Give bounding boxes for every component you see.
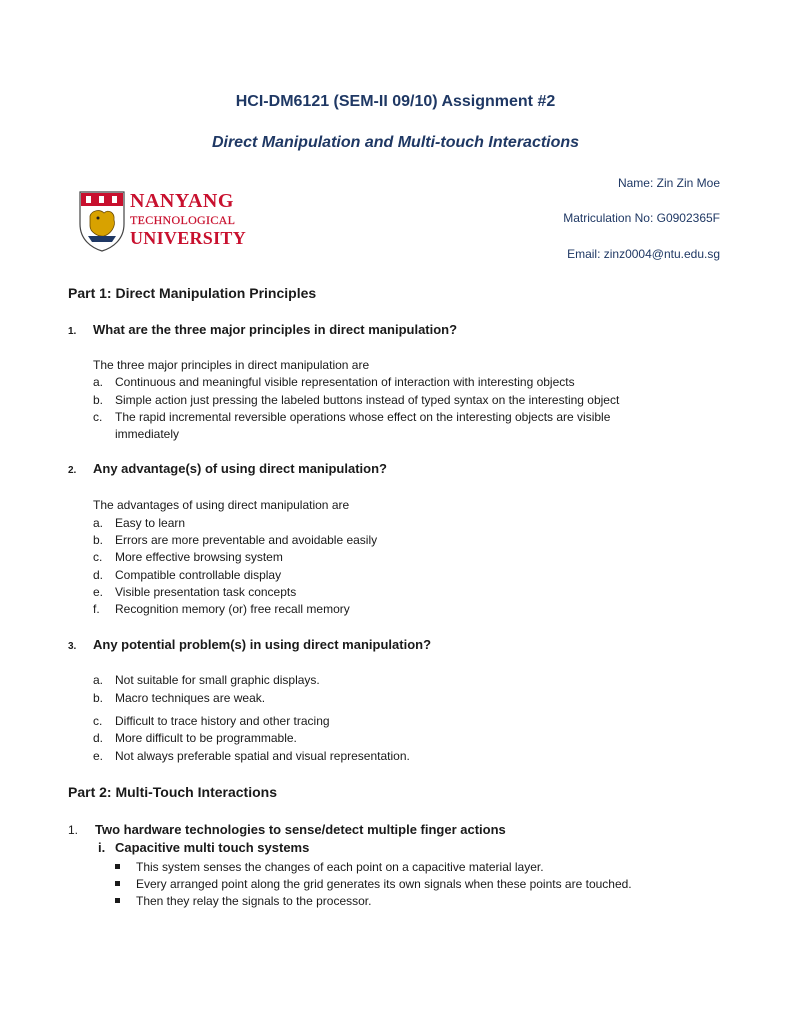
bullet-item: Every arranged point along the grid generates its own signals when these points are touched. xyxy=(115,877,632,891)
question-text: Two hardware technologies to sense/detect multiple finger actions xyxy=(95,822,506,837)
ntu-logo xyxy=(78,190,248,252)
student-email: Email: zinz0004@ntu.edu.sg xyxy=(567,247,720,261)
list-item: a. Not suitable for small graphic displays. xyxy=(93,673,320,687)
part1-question-3 xyxy=(68,637,431,652)
list-item: e. Not always preferable spatial and visual representation. xyxy=(93,749,410,763)
list-item: c. More effective browsing system xyxy=(93,550,283,564)
part1-question-1 xyxy=(68,322,457,337)
list-item: b. Errors are more preventable and avoidable easily xyxy=(93,533,378,547)
q1-intro: The three major principles in direct manipulation are xyxy=(93,358,370,372)
list-item: f. Recognition memory (or) free recall memory xyxy=(93,602,350,616)
list-item: a. Continuous and meaningful visible representation of interaction with interesting objects xyxy=(93,375,575,389)
list-item: a. Easy to learn xyxy=(93,516,186,530)
part1-heading: Part 1: Direct Manipulation Principles xyxy=(68,285,317,301)
question-text: What are the three major principles in direct manipulation? xyxy=(93,322,458,337)
list-item: c. Difficult to trace history and other tracing xyxy=(93,714,330,728)
list-item: d. Compatible controllable display xyxy=(93,568,282,582)
document-subtitle: Direct Manipulation and Multi-touch Interactions xyxy=(211,134,580,151)
list-item: e. Visible presentation task concepts xyxy=(93,585,297,599)
list-item: d. More difficult to be programmable. xyxy=(93,731,297,745)
logo-wordmark xyxy=(130,190,250,248)
subsection-capacitive: i. Capacitive multi touch systems xyxy=(98,840,310,855)
part2-question-1 xyxy=(68,822,506,837)
bullet-square-icon xyxy=(115,898,120,903)
q2-intro: The advantages of using direct manipulation are xyxy=(93,498,350,512)
part2-heading: Part 2: Multi-Touch Interactions xyxy=(68,784,277,800)
question-text: Any potential problem(s) in using direct manipulation? xyxy=(93,637,432,652)
student-matric: Matriculation No: G0902365F xyxy=(563,211,720,225)
list-item: b. Macro techniques are weak. xyxy=(93,691,266,705)
question-number: 1. xyxy=(68,326,77,337)
question-number: 1. xyxy=(68,823,79,837)
list-item-continuation: immediately xyxy=(115,427,180,441)
document-title: HCI-DM6121 (SEM-II 09/10) Assignment #2 xyxy=(235,93,556,110)
list-item: c. The rapid incremental reversible operations whose effect on the interesting objects are visible xyxy=(93,410,611,424)
question-number: 3. xyxy=(68,641,77,652)
question-text: Any advantage(s) of using direct manipulation? xyxy=(93,461,387,476)
bullet-square-icon xyxy=(115,881,120,886)
bullet-item: This system senses the changes of each point on a capacitive material layer. xyxy=(115,860,544,874)
logo-line-nanyang: NANYANG xyxy=(130,190,234,212)
logo-line-technological: TECHNOLOGICAL xyxy=(130,213,236,227)
logo-line-university: UNIVERSITY xyxy=(130,228,247,248)
bullet-square-icon xyxy=(115,864,120,869)
student-name: Name: Zin Zin Moe xyxy=(617,176,720,190)
part1-question-2 xyxy=(68,461,387,476)
ntu-crest-icon xyxy=(78,190,126,252)
bullet-item: Then they relay the signals to the processor. xyxy=(115,894,371,908)
list-item: b. Simple action just pressing the labeled buttons instead of typed syntax on the interesting object xyxy=(93,393,620,407)
question-number: 2. xyxy=(68,465,77,476)
